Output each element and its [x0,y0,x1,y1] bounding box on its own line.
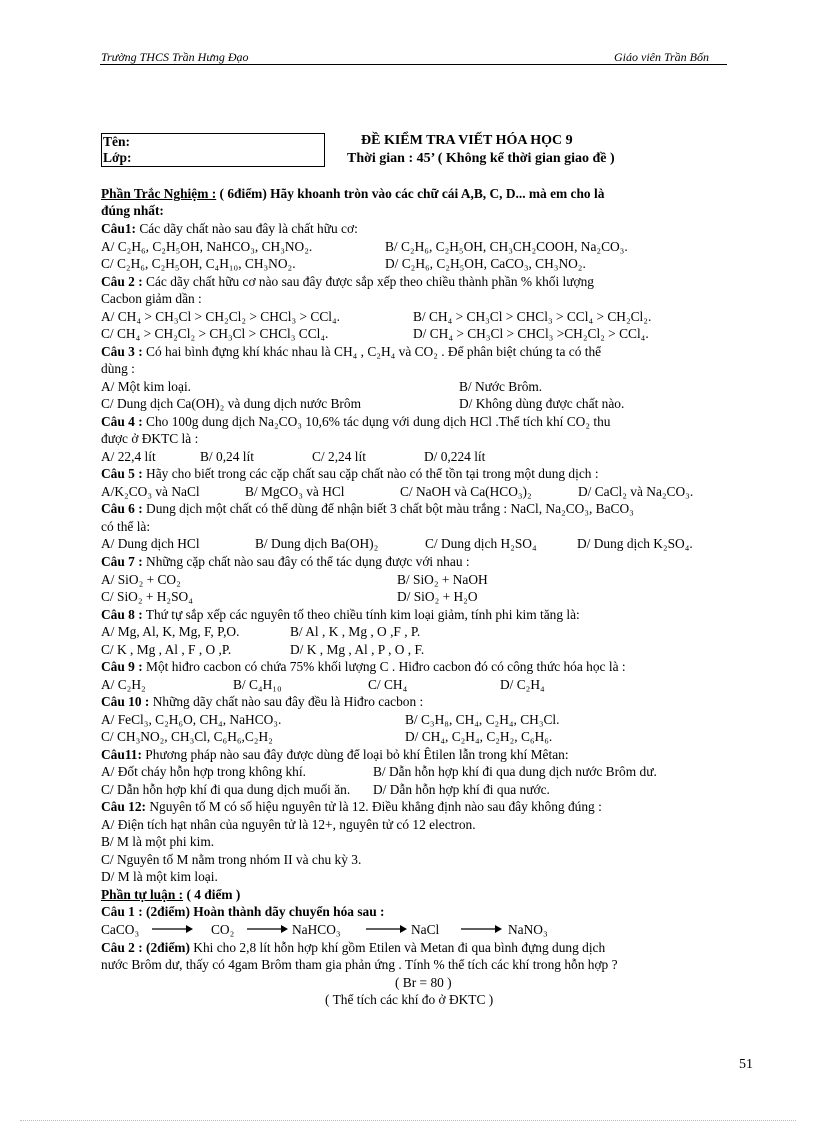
q2-option-d: D/ CH₄ > CH₃Cl > CHCl₃ >CH₂Cl₂ > CCl₄. [413,326,649,341]
question-12 [101,798,602,815]
question-5 [101,465,599,482]
q12-option-c: C/ Nguyên tố M nằm trong nhóm II và chu kỳ 3. [101,852,362,867]
part1-instruction-2: đúng nhất: [101,203,164,218]
question-4-cont: được ở ĐKTC là : [101,431,199,446]
q7-option-a: A/ SiO₂ + CO₂ [101,572,181,587]
note-conditions: ( Thể tích các khí đo ở ĐKTC ) [325,992,494,1007]
q6-option-a: A/ Dung dịch HCl [101,536,200,551]
part2-heading: Phần tự luận : [101,887,184,902]
question-text: Những dãy chất nào sau đây đều là Hiđro cacbon : [152,694,424,709]
q5-option-b: B/ MgCO₃ và HCl [245,484,345,499]
question-9 [101,658,626,675]
question-4 [101,413,610,430]
name-label: Tên: [103,134,130,149]
question-label: Câu 12: [101,799,147,814]
q11-option-b: B/ Dẫn hỗn hợp khí đi qua dung dịch nước Brôm dư. [373,764,657,779]
q2-option-c: C/ CH₄ > CH₂Cl₂ > CH₃Cl > CHCl₃ CCl₄. [101,326,329,341]
chain-item-3: NaHCO₃ [292,922,341,937]
q1-option-d: D/ C₂H₆, C₂H₅OH, CaCO₃, CH₃NO₂. [385,256,586,271]
q4-option-b: B/ 0,24 lít [200,449,254,464]
exam-time: Thời gian : 45’ ( Không kể thời gian giao đề ) [347,151,615,166]
question-text: Các dãy chất hữu cơ nào sau đây được sắp xếp theo chiều thành phần % khối lượng [146,274,594,289]
question-label: Câu 5 : [101,466,143,481]
question-7 [101,553,470,570]
essay-question-2 [101,939,605,956]
q8-option-a: A/ Mg, Al, K, Mg, F, P,O. [101,624,240,639]
question-label: Câu1: [101,221,136,236]
q2-option-a: A/ CH₄ > CH₃Cl > CH₂Cl₂ > CHCl₃ > CCl₄. [101,309,341,324]
question-text: Một hiđro cacbon có chứa 75% khối lượng C . Hiđro cacbon đó có công thức hóa học là : [146,659,626,674]
question-label: Câu 10 : [101,694,150,709]
chain-item-2: CO₂ [211,922,235,937]
question-11 [101,746,569,763]
question-text: Có hai bình đựng khí khác nhau là CH₄ , C₂H₄ và CO₂ . Để phân biệt chúng ta có thể [146,344,602,359]
essay-q1-text: (2điểm) Hoàn thành dãy chuyển hóa sau : [146,904,385,919]
q9-option-a: A/ C₂H₂ [101,677,146,692]
q12-option-d: D/ M là một kim loại. [101,869,218,884]
q5-option-c: C/ NaOH và Ca(HCO₃)₂ [400,484,532,499]
question-text: Thứ tự sắp xếp các nguyên tố theo chiều tính kim loại giảm, tính phi kim tăng là: [145,607,580,622]
question-label: Câu 4 : [101,414,143,429]
right-arrow-icon [150,922,194,936]
question-text: Hãy cho biết trong các cặp chất sau cặp chất nào có thể tồn tại trong một dung dịch : [146,466,599,481]
q10-option-d: D/ CH₄, C₂H₄, C₂H₂, C₆H₆. [405,729,553,744]
right-arrow-icon [459,922,503,936]
chain-item-4: NaCl [411,922,440,937]
q11-option-d: D/ Dẫn hỗn hợp khí đi qua nước. [373,782,550,797]
q3-option-d: D/ Không dùng được chất nào. [459,396,625,411]
q6-option-c: C/ Dung dịch H₂SO₄ [425,536,537,551]
student-info-box [101,133,325,167]
q9-option-d: D/ C₂H₄ [500,677,545,692]
q10-option-a: A/ FeCl₃, C₂H₆O, CH₄, NaHCO₃. [101,712,282,727]
note-atomic-mass: ( Br = 80 ) [395,975,452,990]
header-rule [100,64,727,65]
essay-q2-label: Câu 2 : [101,940,143,955]
q3-option-b: B/ Nước Brôm. [459,379,543,394]
q11-option-a: A/ Đốt cháy hỗn hợp trong không khí. [101,764,306,779]
q1-option-c: C/ C₂H₆, C₂H₅OH, C₄H₁₀, CH₃NO₂. [101,256,296,271]
part2-points: ( 4 điểm ) [186,887,241,902]
question-6 [101,500,634,517]
question-label: Câu11: [101,747,142,762]
q4-option-d: D/ 0,224 lít [424,449,486,464]
part2-heading-line [101,886,240,903]
question-8 [101,606,580,623]
q9-option-c: C/ CH₄ [368,677,408,692]
q4-option-a: A/ 22,4 lít [101,449,156,464]
q1-option-b: B/ C₂H₆, C₂H₅OH, CH₃CH₂COOH, Na₂CO₃. [385,239,628,254]
q8-option-b: B/ Al , K , Mg , O ,F , P. [290,624,421,639]
question-10 [101,693,423,710]
essay-question-1 [101,903,385,920]
question-2 [101,273,594,290]
chain-item-1: CaCO₃ [101,922,140,937]
q9-option-b: B/ C₄H₁₀ [233,677,282,692]
question-3-cont: dùng : [101,361,135,376]
q4-option-c: C/ 2,24 lít [312,449,366,464]
q2-option-b: B/ CH₄ > CH₃Cl > CHCl₃ > CCl₄ > CH₂Cl₂. [413,309,652,324]
question-text: Những cặp chất nào sau đây có thể tác dụng được với nhau : [146,554,470,569]
essay-q2-points: (2điểm) [146,940,190,955]
part1-heading-line [101,185,604,202]
question-text: Nguyên tố M có số hiệu nguyên tử là 12. Điều khẳng định nào sau đây không đúng : [149,799,602,814]
class-label: Lớp: [103,150,132,165]
question-text: Phương pháp nào sau đây được dùng để loại bỏ khí Êtilen lẫn trong khí Mêtan: [145,747,569,762]
question-label: Câu 9 : [101,659,143,674]
q7-option-b: B/ SiO₂ + NaOH [397,572,488,587]
question-label: Câu 7 : [101,554,143,569]
q12-option-b: B/ M là một phi kim. [101,834,215,849]
question-2-cont: Cacbon giảm dần : [101,291,202,306]
question-label: Câu 2 : [101,274,143,289]
question-text: Cho 100g dung dịch Na₂CO₃ 10,6% tác dụng với dung dịch HCl .Thể tích khí CO₂ thu [146,414,611,429]
question-3 [101,343,601,360]
q8-option-c: C/ K , Mg , Al , F , O ,P. [101,642,232,657]
page-number: 51 [739,1057,753,1072]
page-bottom-border [20,1120,796,1121]
right-arrow-icon [245,922,289,936]
chain-item-5: NaNO₃ [508,922,548,937]
q6-option-d: D/ Dung dịch K₂SO₄. [577,536,693,551]
question-text: Các dãy chất nào sau đây là chất hữu cơ: [139,221,358,236]
q5-option-a: A/K₂CO₃ và NaCl [101,484,200,499]
question-1 [101,220,358,237]
header-school: Trường THCS Trần Hưng Đạo [101,50,249,64]
right-arrow-icon [364,922,408,936]
question-6-cont: có thể là: [101,519,151,534]
essay-q2-text-cont: nước Brôm dư, thấy có 4gam Brôm tham gia phản ứng . Tính % thể tích các khí trong hỗn hợp ? [101,957,618,972]
question-label: Câu 3 : [101,344,143,359]
q7-option-c: C/ SiO₂ + H₂SO₄ [101,589,193,604]
q7-option-d: D/ SiO₂ + H₂O [397,589,478,604]
exam-title: ĐỀ KIỂM TRA VIẾT HÓA HỌC 9 [361,133,573,148]
q10-option-b: B/ C₃H₈, CH₄, C₂H₄, CH₃Cl. [405,712,560,727]
q3-option-c: C/ Dung dịch Ca(OH)₂ và dung dịch nước Brôm [101,396,361,411]
q3-option-a: A/ Một kim loại. [101,379,192,394]
essay-q2-text: Khi cho 2,8 lít hỗn hợp khí gồm Etilen và Metan đi qua bình đựng dung dịch [193,940,606,955]
q11-option-c: C/ Dẫn hỗn hợp khí đi qua dung dịch muối ăn. [101,782,351,797]
q5-option-d: D/ CaCl₂ và Na₂CO₃. [578,484,694,499]
question-text: Dung dịch một chất có thể dùng để nhận biết 3 chất bột màu trắng : NaCl, Na₂CO₃, BaCO₃ [146,501,634,516]
header-teacher: Giáo viên Trần Bốn [614,50,709,64]
q1-option-a: A/ C₂H₆, C₂H₅OH, NaHCO₃, CH₃NO₂. [101,239,313,254]
essay-q1-label: Câu 1 : [101,904,143,919]
question-label: Câu 6 : [101,501,143,516]
q12-option-a: A/ Điện tích hạt nhân của nguyên tử là 12+, nguyên tử có 12 electron. [101,817,476,832]
q8-option-d: D/ K , Mg , Al , P , O , F. [290,642,425,657]
question-label: Câu 8 : [101,607,143,622]
q10-option-c: C/ CH₃NO₂, CH₃Cl, C₆H₆,C₂H₂ [101,729,273,744]
part1-heading: Phần Trắc Nghiệm : [101,186,217,201]
q6-option-b: B/ Dung dịch Ba(OH)₂ [255,536,379,551]
part1-points: ( 6điểm) [219,186,267,201]
part1-instruction: Hãy khoanh tròn vào các chữ cái A,B, C, D... mà em cho là [270,186,605,201]
